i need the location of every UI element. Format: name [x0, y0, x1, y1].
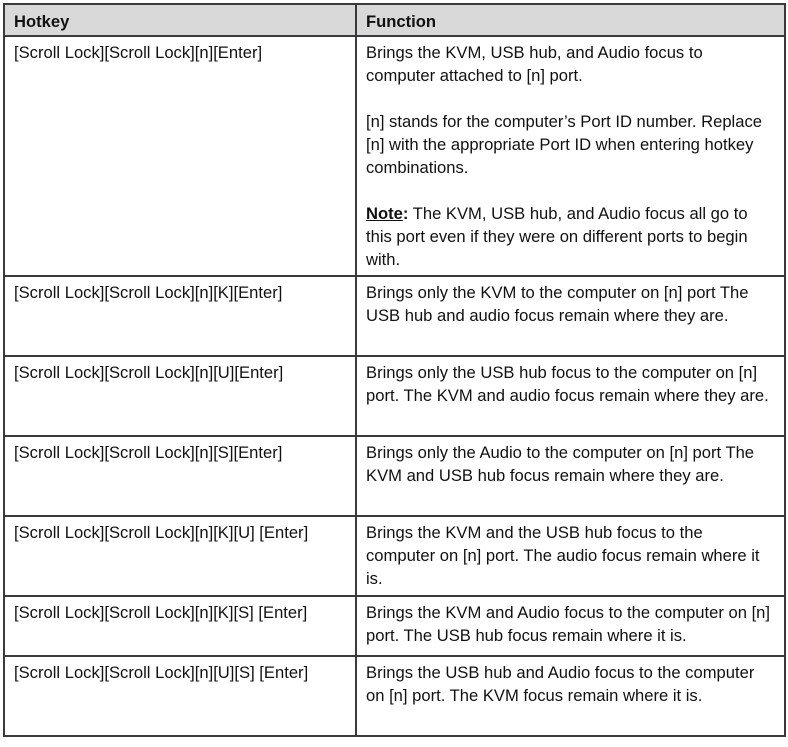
table-row	[4, 516, 785, 596]
note-colon: :	[402, 204, 409, 223]
hotkey-cell: [Scroll Lock][Scroll Lock][n][K][Enter]	[4, 276, 356, 356]
note-paragraph	[366, 202, 774, 271]
table-row	[4, 436, 785, 516]
table-row	[4, 276, 785, 356]
column-header-hotkey: Hotkey	[4, 4, 356, 36]
function-cell: Brings the KVM and Audio focus to the computer on [n] port. The USB hub focus remain where it is.	[356, 596, 785, 656]
table-row	[4, 356, 785, 436]
hotkey-table	[3, 3, 786, 737]
port-id-explanation: [n] stands for the computer’s Port ID number. Replace [n] with the appropriate Port ID when entering hotkey combinations.	[366, 112, 762, 177]
table-row	[4, 656, 785, 736]
note-text: The KVM, USB hub, and Audio focus all go to this port even if they were on different ports to begin with.	[366, 204, 748, 269]
function-cell: Brings only the Audio to the computer on [n] port The KVM and USB hub focus remain where they are.	[356, 436, 785, 516]
table-row	[4, 596, 785, 656]
function-cell: Brings the USB hub and Audio focus to the computer on [n] port. The KVM focus remain where it is.	[356, 656, 785, 736]
function-cell: Brings only the KVM to the computer on [n] port The USB hub and audio focus remain where they are.	[356, 276, 785, 356]
column-header-function: Function	[356, 4, 785, 36]
function-cell: Brings only the USB hub focus to the computer on [n] port. The KVM and audio focus remain where they are.	[356, 356, 785, 436]
note-label: Note	[366, 204, 403, 223]
hotkey-cell: [Scroll Lock][Scroll Lock][n][K][S] [Enter]	[4, 596, 356, 656]
hotkey-cell: [Scroll Lock][Scroll Lock][n][U][Enter]	[4, 356, 356, 436]
function-description: Brings the KVM, USB hub, and Audio focus to computer attached to [n] port.	[366, 43, 703, 85]
table-row	[4, 36, 785, 276]
hotkey-cell: [Scroll Lock][Scroll Lock][n][K][U] [Enter]	[4, 516, 356, 596]
hotkey-cell: [Scroll Lock][Scroll Lock][n][S][Enter]	[4, 436, 356, 516]
table-header-row	[4, 4, 785, 36]
function-cell	[356, 36, 785, 276]
function-cell: Brings the KVM and the USB hub focus to the computer on [n] port. The audio focus remain where it is.	[356, 516, 785, 596]
hotkey-cell: [Scroll Lock][Scroll Lock][n][U][S] [Enter]	[4, 656, 356, 736]
hotkey-cell: [Scroll Lock][Scroll Lock][n][Enter]	[4, 36, 356, 276]
